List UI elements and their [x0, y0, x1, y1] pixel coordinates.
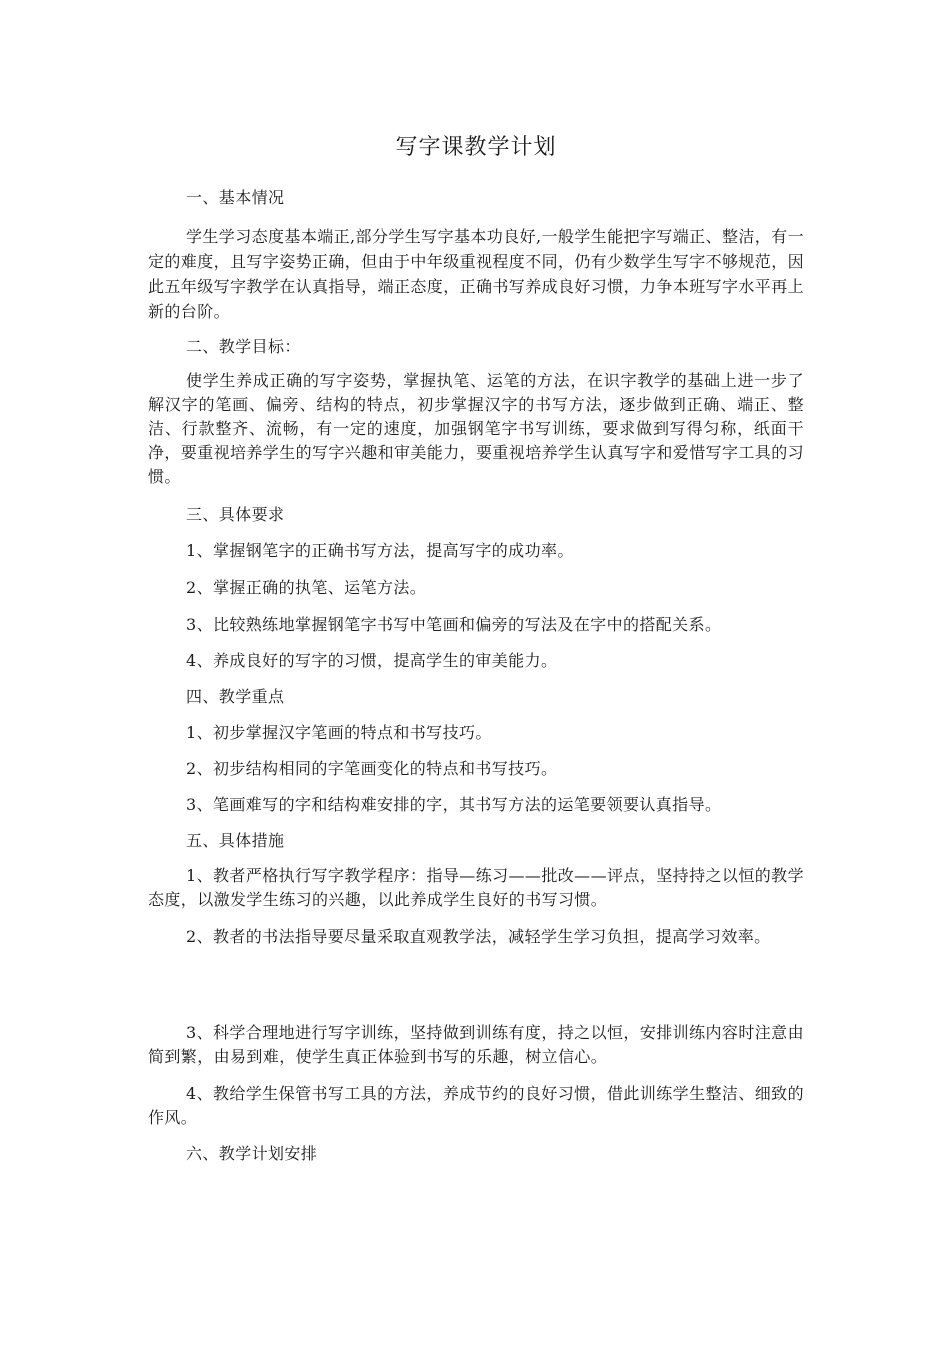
section-2-heading: 二、教学目标：	[186, 337, 301, 356]
section-4-item: 2、初步结构相同的字笔画变化的特点和书写技巧。	[186, 759, 558, 778]
section-5-item: 4、教给学生保管书写工具的方法，养成节约的良好习惯，借此训练学生整洁、细致的作风。	[148, 1084, 804, 1127]
section-1-heading: 一、基本情况	[186, 188, 285, 207]
section-3-item: 4、养成良好的写字的习惯，提高学生的审美能力。	[186, 651, 558, 670]
page-title: 写字课教学计划	[395, 135, 557, 160]
section-3-item: 3、比较熟练地掌握钢笔字书写中笔画和偏旁的写法及在字中的搭配关系。	[186, 615, 722, 634]
section-1-body: 学生学习态度基本端正,部分学生写字基本功良好,一般学生能把字写端正、整洁，有一定的难度，且写字姿势正确，但由于中年级重视程度不同，仍有少数学生写字不够规范，因此五年级写字教学在认真指导，端正态度，正确书写养成良好习惯，力争本班写字水平再上新的台阶。	[148, 227, 805, 321]
section-5-item: 1、教者严格执行写字教学程序：指导—练习——批改——评点，坚持持之以恒的教学态度，以激发学生练习的兴趣，以此养成学生良好的书写习惯。	[148, 866, 804, 909]
section-5-item: 2、教者的书法指导要尽量采取直观教学法，减轻学生学习负担，提高学习效率。	[186, 927, 771, 946]
section-5-heading: 五、具体措施	[186, 831, 285, 850]
section-5-item: 3、科学合理地进行写字训练，坚持做到训练有度，持之以恒，安排训练内容时注意由简到繁，由易到难，使学生真正体验到书写的乐趣，树立信心。	[148, 1023, 804, 1066]
section-6-heading: 六、教学计划安排	[186, 1144, 318, 1163]
section-2-body: 使学生养成正确的写字姿势，掌握执笔、运笔的方法，在识字教学的基础上进一步了解汉字的笔画、偏旁、结构的特点，初步掌握汉字的书写方法，逐步做到正确、端正、整洁、行款整齐、流畅，有一定的速度，加强钢笔字书写训练，要求做到写得匀称，纸面干净，要重视培养学生的写字兴趣和审美能力，要重视培养学生认真写字和爱惜写字工具的习惯。	[148, 371, 805, 486]
section-3-heading: 三、具体要求	[186, 505, 285, 524]
section-4-heading: 四、教学重点	[186, 687, 285, 706]
section-4-item: 1、初步掌握汉字笔画的特点和书写技巧。	[186, 723, 492, 742]
section-3-item: 1、掌握钢笔字的正确书写方法，提高写字的成功率。	[186, 541, 574, 560]
section-3-item: 2、掌握正确的执笔、运笔方法。	[186, 578, 427, 597]
section-4-item: 3、笔画难写的字和结构难安排的字，其书写方法的运笔要领要认真指导。	[186, 795, 722, 814]
